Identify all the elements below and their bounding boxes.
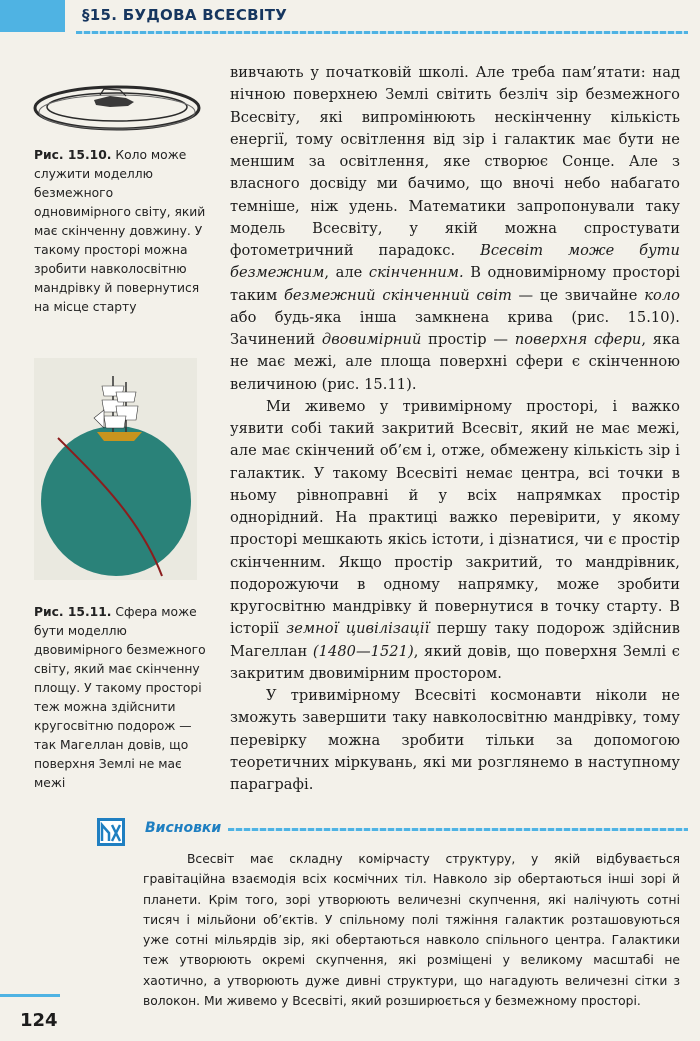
figure-15-10-caption — [34, 146, 210, 317]
main-text — [230, 62, 680, 796]
paragraph-2 — [230, 396, 680, 685]
conclusions-rule — [228, 828, 688, 831]
conclusions-title: Висновки — [145, 820, 222, 836]
italic-run: скінченним. — [368, 264, 464, 282]
text-run: В одновимірному просторі таким — [230, 264, 680, 304]
italic-run: земної цивілізації — [286, 620, 430, 638]
figure-15-10-label: Рис. 15.10. — [34, 148, 112, 162]
figure-15-10-text: Коло може служити моделлю безмежного одновимірного світу, який має скінченну довжину. У такому просторі можна зробити навколосвітню мандрівку й повернутися на місце старту — [34, 148, 206, 314]
paragraph-1 — [230, 62, 680, 396]
sphere-illustration — [34, 358, 197, 580]
italic-run: коло — [644, 286, 680, 304]
italic-run: (1480—1521) — [312, 642, 414, 660]
text-run: або будь-яка інша замкнена крива (рис. 15.10). Зачинений — [230, 308, 680, 348]
figure-15-11-text: Сфера може бути моделлю двовимірного безмежного світу, який має скінченну площу. У такому просторі теж можна здійснити кругосвітню подорож — так Магеллан довів, що поверхня Землі не має межі — [34, 605, 206, 790]
header-color-block — [0, 0, 65, 32]
footer-rule — [0, 994, 60, 997]
conclusions-icon — [96, 817, 126, 847]
text-run: , яка не має межі, але площа поверхні сфери є скінченною величиною (рис. 15.11). — [230, 331, 680, 393]
conclusions-body — [143, 849, 680, 1011]
text-run: простір — — [421, 331, 515, 348]
italic-run: двовимірний — [321, 331, 422, 348]
italic-run: безмежний скінченний світ — [283, 286, 512, 304]
text-run: Ми живемо у тривимірному просторі, і важко уявити собі такий закритий Всесвіт, який не має межі, але має скінчений об’єм і, отже, обмежену кількість зір і галактик. У такому Всесвіті немає центра, всі точки в ньому рівноправні й у всіх напрямках простір однорідний. На практиці важко перевірити, у якому просторі мешкають якісь істоти, і дізнатися, чи є простір скінченним. Якщо простір закритий, то мандрівник, подорожуючи в одному напрямку, може зробити кругосвітню мандрівку й повернутися в точку старту. В історії — [230, 397, 680, 638]
italic-run: Всесвіт може бути безмежним — [230, 242, 680, 282]
text-run: , але — [324, 264, 369, 282]
page-number: 124 — [20, 1010, 58, 1031]
section-title: §15. БУДОВА ВСЕСВІТУ — [82, 6, 288, 24]
paragraph-3: У тривимірному Всесвіті космонавти ніколи не зможуть завершити таку навколосвітню мандрівку, тому перевірку можна зробити тільки за допомогою теоретичних міркувань, які ми розглянемо в наступному параграфі. — [230, 687, 680, 793]
text-run: — це звичайне — [511, 286, 645, 304]
text-run: , який довів, що поверхня Землі є закритим двовимірним простором. — [230, 642, 681, 682]
italic-run: поверхня сфери — [514, 331, 642, 348]
text-run: вивчають у початковій школі. Але треба пам’ятати: над нічною поверхнею Землі світить безліч зір безмежного Всесвіту, які випромінюють нескінченну кількість енергії, тому освітлення від зір і галактик має бути не меншим за освітлення, яке створює Сонце. Але з власного досвіду ми бачимо, що вночі небо набагато темніше, ніж удень. Математики запропонували таку модель Всесвіту, у якій можна спростувати фотометричний парадокс. — [230, 64, 680, 259]
text-run: першу таку подорож здійснив Магеллан — [230, 620, 680, 660]
conclusions-text: Всесвіт має складну комірчасту структуру, у якій відбувається гравітаційна взаємодія всіх космічних тіл. Навколо зір обертаються інші зорі й планети. Крім того, зорі утворюють величезні скупчення, які налічують сотні тисяч і мільйони об’єктів. У спільному полі тяжіння галактик розташовуються уже сотні мільярдів зір, які обертаються навколо спільного центра. Галактики теж утворюють окремі скупчення, які розміщені у великому масштабі не хаотично, а утворюють дуже дивні структури, що нагадують величезні сітки з волокон. Ми живемо у Всесвіті, який розширюється у безмежному просторі. — [143, 852, 680, 1009]
figure-15-11-caption — [34, 603, 210, 793]
ring-illustration — [30, 80, 204, 136]
header-rule — [76, 31, 688, 34]
figure-15-11-label: Рис. 15.11. — [34, 605, 112, 619]
